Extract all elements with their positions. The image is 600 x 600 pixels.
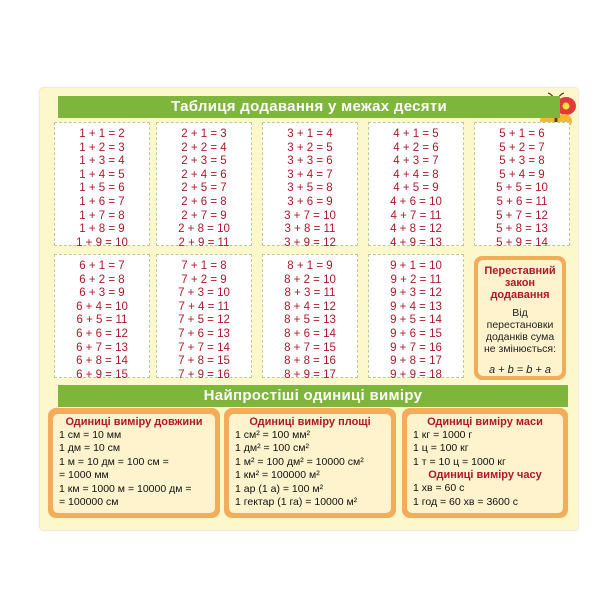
addition-fact: 3 + 2 = 5: [287, 141, 333, 154]
unit-line: 1 м² = 100 дм² = 10000 см²: [235, 455, 364, 468]
addition-fact: 2 + 7 = 9: [181, 209, 227, 222]
addition-fact: 1 + 2 = 3: [79, 141, 125, 154]
addition-fact: 6 + 5 = 11: [76, 314, 128, 327]
addition-fact: 8 + 8 = 16: [284, 355, 336, 368]
mass-time-units-inner: [407, 414, 563, 513]
unit-line: 1 см² = 100 мм²: [235, 429, 311, 441]
addition-fact: 2 + 3 = 5: [181, 155, 227, 168]
addition-fact: 5 + 2 = 7: [499, 141, 545, 154]
area-units-inner: [229, 414, 391, 513]
addition-fact: 5 + 7 = 12: [496, 209, 548, 222]
addition-fact: 7 + 2 = 9: [181, 273, 227, 286]
addition-column-3: [262, 122, 358, 249]
length-units-inner: [53, 414, 215, 513]
addition-fact: 7 + 5 = 12: [178, 314, 230, 327]
addition-fact: 4 + 4 = 8: [393, 168, 439, 181]
addition-fact: 6 + 9 = 15: [76, 368, 128, 381]
addition-fact: 2 + 1 = 3: [181, 128, 227, 140]
addition-fact: 9 + 6 = 15: [390, 327, 442, 340]
law-title-line: додавання: [490, 289, 550, 301]
addition-fact: 7 + 8 = 15: [178, 355, 230, 368]
unit-line: 1 год = 60 хв = 3600 с: [413, 495, 518, 508]
commutative-law-inner: [478, 260, 562, 376]
addition-fact: 7 + 1 = 8: [181, 260, 227, 272]
commutative-law-box: [474, 256, 566, 380]
addition-fact: 8 + 5 = 13: [284, 314, 336, 327]
addition-fact: 5 + 8 = 13: [496, 223, 548, 236]
addition-fact: 2 + 6 = 8: [181, 195, 227, 208]
addition-fact: 5 + 5 = 10: [496, 182, 548, 195]
unit-line: 1 км² = 100000 м²: [235, 469, 320, 482]
unit-line: 1 ц = 100 кг: [413, 442, 469, 455]
unit-line: 1 ар (1 а) = 100 м²: [235, 482, 324, 495]
addition-fact: 4 + 1 = 5: [393, 128, 439, 140]
addition-fact: 9 + 9 = 18: [390, 368, 442, 381]
addition-fact: 4 + 6 = 10: [390, 195, 442, 208]
length-units-title: Одиниці виміру довжини: [65, 416, 203, 428]
addition-fact: 2 + 2 = 4: [181, 141, 227, 154]
length-units-box: [48, 408, 220, 518]
addition-fact: 3 + 8 = 11: [284, 223, 336, 236]
addition-fact: 2 + 4 = 6: [181, 168, 227, 181]
addition-fact: 6 + 2 = 8: [79, 273, 125, 286]
addition-fact: 1 + 1 = 2: [79, 128, 125, 140]
addition-fact: 2 + 8 = 10: [178, 223, 230, 236]
addition-fact: 3 + 4 = 7: [287, 168, 333, 181]
addition-column-2: [156, 122, 252, 249]
unit-line: 1 км = 1000 м = 10000 дм =: [59, 482, 192, 495]
addition-fact: 1 + 9 = 10: [76, 236, 128, 249]
addition-table-title: Таблиця додавання у межах десяти: [58, 96, 560, 118]
mass-time-units-box: [402, 408, 568, 518]
addition-fact: 5 + 4 = 9: [499, 168, 545, 181]
addition-fact: 8 + 7 = 15: [284, 341, 336, 354]
unit-line: 1 дм² = 100 см²: [235, 442, 309, 455]
addition-fact: 4 + 9 = 13: [390, 236, 442, 249]
addition-fact: 9 + 5 = 14: [390, 314, 442, 327]
addition-fact: 7 + 9 = 16: [178, 368, 230, 381]
addition-fact: 3 + 1 = 4: [287, 128, 333, 140]
addition-fact: 4 + 8 = 12: [390, 223, 442, 236]
area-units-title: Одиниці виміру площі: [249, 416, 371, 428]
addition-column-4: [368, 122, 464, 249]
law-title-line: закон: [504, 277, 536, 289]
addition-fact: 5 + 1 = 6: [499, 128, 545, 140]
addition-fact: 8 + 3 = 11: [284, 287, 336, 300]
addition-fact: 4 + 3 = 7: [393, 155, 439, 168]
addition-column-9: [368, 254, 464, 381]
addition-fact: 8 + 6 = 14: [284, 327, 336, 340]
addition-fact: 6 + 6 = 12: [76, 327, 128, 340]
addition-fact: 5 + 6 = 11: [496, 195, 548, 208]
law-text-line: доданків сума: [485, 331, 555, 343]
unit-line: 1 м = 10 дм = 100 см =: [59, 455, 169, 468]
addition-fact: 2 + 9 = 11: [178, 236, 230, 249]
addition-fact: 7 + 4 = 11: [178, 300, 230, 313]
addition-column-7: [156, 254, 252, 381]
addition-column-1: [54, 122, 150, 249]
addition-fact: 3 + 6 = 9: [287, 195, 333, 208]
law-formula: a + b = b + a: [488, 364, 552, 376]
addition-fact: 3 + 3 = 6: [287, 155, 333, 168]
addition-fact: 1 + 7 = 8: [79, 209, 125, 222]
addition-fact: 3 + 5 = 8: [287, 182, 333, 195]
addition-fact: 8 + 4 = 12: [284, 300, 336, 313]
addition-fact: 9 + 3 = 12: [390, 287, 442, 300]
addition-fact: 5 + 3 = 8: [499, 155, 545, 168]
addition-column-8: [262, 254, 358, 381]
addition-fact: 4 + 2 = 6: [393, 141, 439, 154]
addition-fact: 8 + 2 = 10: [284, 273, 336, 286]
addition-fact: 7 + 3 = 10: [178, 287, 230, 300]
addition-fact: 1 + 6 = 7: [79, 195, 125, 208]
addition-fact: 7 + 6 = 13: [178, 327, 230, 340]
addition-fact: 3 + 7 = 10: [284, 209, 336, 222]
addition-fact: 6 + 3 = 9: [79, 287, 125, 300]
time-units-title: Одиниці виміру часу: [428, 469, 542, 482]
addition-fact: 6 + 7 = 13: [76, 341, 128, 354]
addition-fact: 4 + 5 = 9: [393, 182, 439, 195]
unit-line: 1 дм = 10 см: [59, 442, 121, 455]
addition-fact: 9 + 7 = 16: [390, 341, 442, 354]
mass-units-title: Одиниці виміру маси: [427, 416, 543, 428]
law-description: [478, 307, 562, 355]
addition-fact: 6 + 4 = 10: [76, 300, 128, 313]
addition-fact: 6 + 8 = 14: [76, 355, 128, 368]
addition-column-5: [474, 122, 570, 249]
law-title-line: Переставний: [484, 265, 556, 277]
addition-fact: 3 + 9 = 12: [284, 236, 336, 249]
addition-fact: 4 + 7 = 11: [390, 209, 442, 222]
unit-line: 1 см = 10 мм: [59, 429, 122, 441]
unit-line: 1 гектар (1 га) = 10000 м²: [235, 496, 358, 509]
area-units-box: [224, 408, 396, 518]
addition-fact: 9 + 1 = 10: [390, 260, 442, 272]
addition-column-6: [54, 254, 150, 381]
unit-line: 1 т = 10 ц = 1000 кг: [413, 455, 506, 468]
addition-fact: 7 + 7 = 14: [178, 341, 230, 354]
units-title: Найпростіші одиниці виміру: [58, 385, 568, 407]
addition-fact: 2 + 5 = 7: [181, 182, 227, 195]
addition-fact: 1 + 3 = 4: [79, 155, 125, 168]
addition-fact: 9 + 2 = 11: [390, 273, 442, 286]
unit-line: = 1000 мм: [59, 469, 109, 482]
addition-fact: 9 + 4 = 13: [390, 300, 442, 313]
unit-line: 1 кг = 1000 г: [413, 429, 473, 441]
addition-fact: 9 + 8 = 17: [390, 355, 442, 368]
addition-fact: 1 + 4 = 5: [79, 168, 125, 181]
unit-line: 1 хв = 60 с: [413, 482, 465, 495]
addition-fact: 1 + 8 = 9: [79, 223, 125, 236]
unit-line: = 100000 см: [59, 496, 119, 509]
addition-fact: 6 + 1 = 7: [79, 260, 125, 272]
law-text-line: Від перестановки: [486, 307, 554, 331]
addition-fact: 8 + 9 = 17: [284, 368, 336, 381]
law-text-line: не змінюється:: [483, 343, 557, 355]
addition-fact: 1 + 5 = 6: [79, 182, 125, 195]
addition-fact: 8 + 1 = 9: [287, 260, 333, 272]
addition-fact: 5 + 9 = 14: [496, 236, 548, 249]
